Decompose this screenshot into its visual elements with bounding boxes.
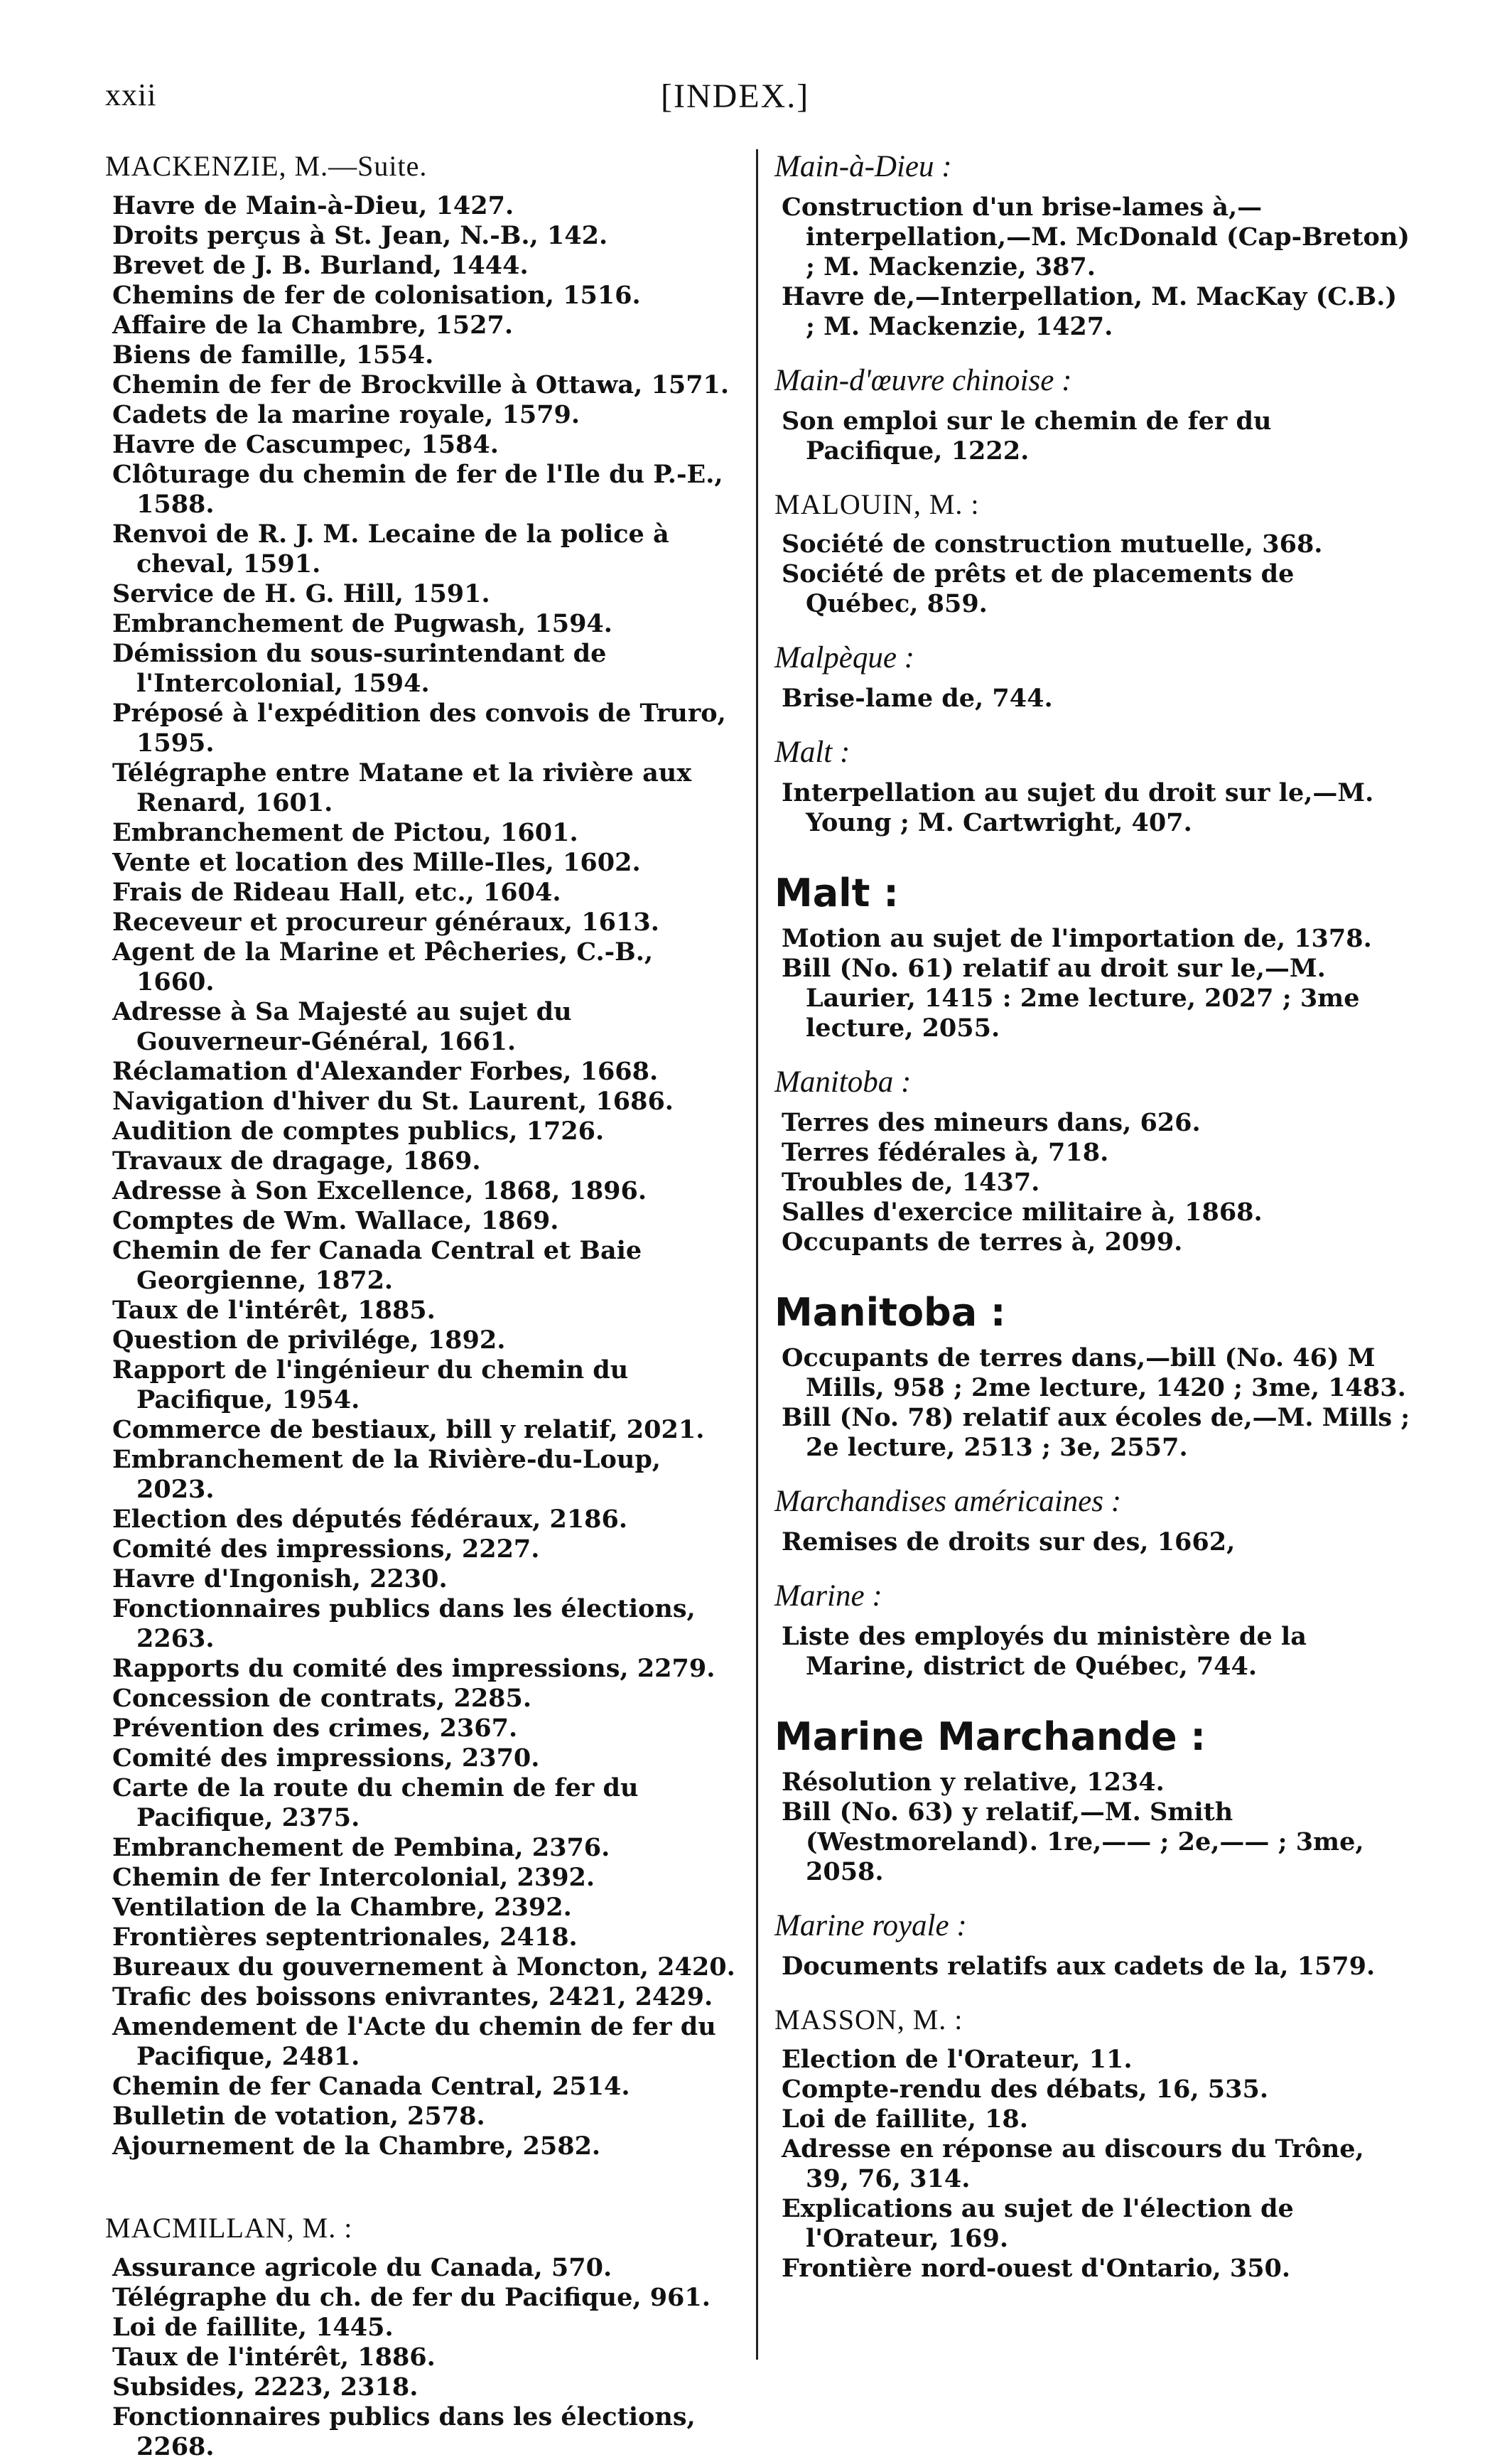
index-entry: Agent de la Marine et Pêcheries, C.-B., 1660.	[112, 937, 654, 996]
index-entry: Bill (No. 78) relatif aux écoles de,—M. Mills ; 2e lecture, 2513 ; 3e, 2557.	[782, 1403, 1410, 1462]
index-entry: Préposé à l'expédition des convois de Truro, 1595.	[112, 699, 726, 758]
index-entry: Société de prêts et de placements de Québec, 859.	[782, 559, 1295, 618]
page-number: xxii	[105, 77, 157, 112]
section-heading: Main-à-Dieu :	[774, 150, 952, 183]
index-entry: Adresse en réponse au discours du Trône, 39, 76, 314.	[782, 2134, 1364, 2193]
index-entry: Havre de,—Interpellation, M. MacKay (C.B.) ; M. Mackenzie, 1427.	[782, 282, 1398, 341]
index-entry: Son emploi sur le chemin de fer du Pacifique, 1222.	[782, 407, 1272, 466]
index-entry: Remises de droits sur des, 1662,	[782, 1527, 1236, 1557]
index-entry: Troubles de, 1437.	[782, 1168, 1040, 1197]
index-entry: Comité des impressions, 2370.	[112, 1743, 540, 1773]
index-entry: Adresse à Sa Majesté au sujet du Gouverneur-Général, 1661.	[112, 997, 572, 1056]
index-entry: Frais de Rideau Hall, etc., 1604.	[112, 878, 561, 907]
index-entry: Renvoi de R. J. M. Lecaine de la police à cheval, 1591.	[112, 520, 669, 579]
entry-list	[774, 1108, 1414, 1257]
column-divider	[756, 149, 758, 2360]
index-entry: Embranchement de Pictou, 1601.	[112, 818, 578, 847]
index-entry: Question de privilége, 1892.	[112, 1326, 506, 1355]
index-entry: Assurance agricole du Canada, 570.	[112, 2253, 612, 2282]
section-heading: Malt :	[774, 736, 850, 769]
section-heading: Marine royale :	[774, 1909, 967, 1942]
entry-list	[774, 1952, 1414, 1982]
index-entry: Bureaux du gouvernement à Moncton, 2420.	[112, 1952, 735, 1982]
entry-list	[774, 1343, 1414, 1463]
index-entry: Ventilation de la Chambre, 2392.	[112, 1893, 572, 1922]
index-entry: Election des députés fédéraux, 2186.	[112, 1505, 628, 1534]
entry-list	[774, 684, 1414, 714]
index-entry: Motion au sujet de l'importation de, 1378.	[782, 924, 1372, 953]
index-entry: Rapport de l'ingénieur du chemin du Pacifique, 1954.	[112, 1355, 629, 1414]
section-heading: Manitoba :	[774, 1065, 912, 1099]
index-entry: Interpellation au sujet du droit sur le,—M. Young ; M. Cartwright, 407.	[782, 778, 1374, 837]
entry-list	[774, 2045, 1414, 2284]
index-entry: Clôturage du chemin de fer de l'Ile du P.-E., 1588.	[112, 460, 723, 519]
index-entry: Brise-lame de, 744.	[782, 684, 1053, 713]
section-heading: Marine Marchande :	[774, 1714, 1206, 1759]
index-entry: Construction d'un brise-lames à,—interpellation,—M. McDonald (Cap-Breton) ; M. Mackenzie, 387.	[782, 193, 1410, 281]
entry-list	[774, 924, 1414, 1043]
index-entry: Démission du sous-surintendant de l'Intercolonial, 1594.	[112, 639, 607, 698]
section-heading: MALOUIN, M. :	[774, 488, 980, 520]
index-entry: Subsides, 2223, 2318.	[112, 2372, 418, 2402]
index-entry: Cadets de la marine royale, 1579.	[112, 400, 580, 429]
index-entry: Compte-rendu des débats, 16, 535.	[782, 2075, 1269, 2104]
index-entry: Havre de Cascumpec, 1584.	[112, 430, 499, 459]
index-entry: Commerce de bestiaux, bill y relatif, 2021.	[112, 1415, 705, 1444]
index-entry: Terres fédérales à, 718.	[782, 1138, 1109, 1167]
index-entry: Embranchement de Pembina, 2376.	[112, 1833, 610, 1862]
index-entry: Bill (No. 61) relatif au droit sur le,—M. Laurier, 1415 : 2me lecture, 2027 ; 3me lecture, 2055.	[782, 954, 1360, 1043]
index-entry: Rapports du comité des impressions, 2279.	[112, 1654, 716, 1683]
section-heading-mackenzie: MACKENZIE, M.—Suite.	[105, 150, 428, 182]
right-column	[774, 149, 1414, 2284]
index-entry: Travaux de dragage, 1869.	[112, 1146, 481, 1176]
index-entry: Documents relatifs aux cadets de la, 1579.	[782, 1952, 1376, 1981]
index-entry: Droits perçus à St. Jean, N.-B., 142.	[112, 221, 608, 250]
index-entry: Bill (No. 63) y relatif,—M. Smith (Westmoreland). 1re,—— ; 2e,—— ; 3me, 2058.	[782, 1797, 1364, 1886]
index-entry: Chemin de fer Intercolonial, 2392.	[112, 1863, 595, 1892]
index-entry: Télégraphe entre Matane et la rivière aux Renard, 1601.	[112, 758, 692, 817]
entry-list	[774, 778, 1414, 838]
index-entry: Loi de faillite, 1445.	[112, 2313, 394, 2342]
index-entry: Ajournement de la Chambre, 2582.	[112, 2132, 601, 2161]
index-entry: Taux de l'intérêt, 1885.	[112, 1296, 436, 1325]
index-entry: Fonctionnaires publics dans les élections, 2263.	[112, 1594, 696, 1653]
section-heading-macmillan: MACMILLAN, M. :	[105, 2212, 353, 2244]
entry-list	[774, 530, 1414, 619]
page-title: [INDEX.]	[661, 77, 810, 115]
index-entry: Chemin de fer Canada Central, 2514.	[112, 2072, 630, 2101]
entry-list	[774, 1768, 1414, 1887]
index-entry: Chemin de fer Canada Central et Baie Georgienne, 1872.	[112, 1236, 642, 1295]
index-entry: Biens de famille, 1554.	[112, 340, 434, 370]
index-entry: Taux de l'intérêt, 1886.	[112, 2343, 436, 2372]
index-entry: Brevet de J. B. Burland, 1444.	[112, 251, 529, 280]
index-entry: Société de construction mutuelle, 368.	[782, 530, 1323, 559]
index-entry: Liste des employés du ministère de la Marine, district de Québec, 744.	[782, 1622, 1307, 1681]
index-entry: Receveur et procureur généraux, 1613.	[112, 908, 659, 937]
section-heading: Marine :	[774, 1579, 882, 1613]
index-entry: Adresse à Son Excellence, 1868, 1896.	[112, 1176, 647, 1205]
entry-list-mackenzie	[105, 191, 738, 2161]
entry-list	[774, 407, 1414, 466]
index-entry: Havre de Main-à-Dieu, 1427.	[112, 191, 514, 220]
index-entry: Embranchement de Pugwash, 1594.	[112, 609, 612, 638]
index-entry: Affaire de la Chambre, 1527.	[112, 311, 513, 340]
section-heading: Malpèque :	[774, 641, 915, 674]
left-column	[105, 149, 738, 2462]
index-entry: Terres des mineurs dans, 626.	[782, 1108, 1201, 1137]
index-entry: Occupants de terres dans,—bill (No. 46) M Mills, 958 ; 2me lecture, 1420 ; 3me, 1483.	[782, 1343, 1406, 1402]
index-entry: Vente et location des Mille-Iles, 1602.	[112, 848, 641, 877]
index-entry: Havre d'Ingonish, 2230.	[112, 1564, 448, 1593]
index-entry: Election de l'Orateur, 11.	[782, 2045, 1133, 2074]
index-entry: Comptes de Wm. Wallace, 1869.	[112, 1206, 559, 1235]
index-entry: Télégraphe du ch. de fer du Pacifique, 961.	[112, 2283, 711, 2312]
index-entry: Concession de contrats, 2285.	[112, 1684, 532, 1713]
index-entry: Fonctionnaires publics dans les élections, 2268.	[112, 2402, 696, 2461]
section-heading: Malt :	[774, 871, 899, 915]
index-entry: Chemin de fer de Brockville à Ottawa, 1571.	[112, 370, 730, 399]
index-entry: Réclamation d'Alexander Forbes, 1668.	[112, 1057, 659, 1086]
index-entry: Navigation d'hiver du St. Laurent, 1686.	[112, 1087, 674, 1116]
entry-list	[774, 1527, 1414, 1557]
index-entry: Frontière nord-ouest d'Ontario, 350.	[782, 2254, 1291, 2283]
section-heading: Marchandises américaines :	[774, 1485, 1122, 1518]
index-entry: Explications au sujet de l'élection de l'Orateur, 169.	[782, 2194, 1294, 2253]
index-entry: Frontières septentrionales, 2418.	[112, 1923, 578, 1952]
index-entry: Trafic des boissons enivrantes, 2421, 2429.	[112, 1982, 713, 2011]
index-entry: Service de H. G. Hill, 1591.	[112, 579, 490, 608]
section-heading: MASSON, M. :	[774, 2004, 963, 2036]
index-entry: Carte de la route du chemin de fer du Pacifique, 2375.	[112, 1773, 639, 1832]
section-heading: Main-d'œuvre chinoise :	[774, 364, 1072, 397]
index-entry: Prévention des crimes, 2367.	[112, 1714, 518, 1743]
section-heading: Manitoba :	[774, 1290, 1006, 1335]
entry-list	[774, 1622, 1414, 1682]
index-entry: Bulletin de votation, 2578.	[112, 2102, 485, 2131]
index-entry: Amendement de l'Acte du chemin de fer du Pacifique, 2481.	[112, 2012, 716, 2071]
index-entry: Occupants de terres à, 2099.	[782, 1227, 1183, 1257]
index-entry: Chemins de fer de colonisation, 1516.	[112, 281, 641, 310]
index-entry: Loi de faillite, 18.	[782, 2104, 1028, 2134]
index-entry: Embranchement de la Rivière-du-Loup, 2023.	[112, 1445, 661, 1504]
entry-list-macmillan	[105, 2253, 738, 2462]
index-entry: Comité des impressions, 2227.	[112, 1534, 540, 1564]
entry-list	[774, 193, 1414, 342]
index-entry: Salles d'exercice militaire à, 1868.	[782, 1198, 1263, 1227]
index-entry: Résolution y relative, 1234.	[782, 1768, 1165, 1797]
index-entry: Audition de comptes publics, 1726.	[112, 1117, 605, 1146]
